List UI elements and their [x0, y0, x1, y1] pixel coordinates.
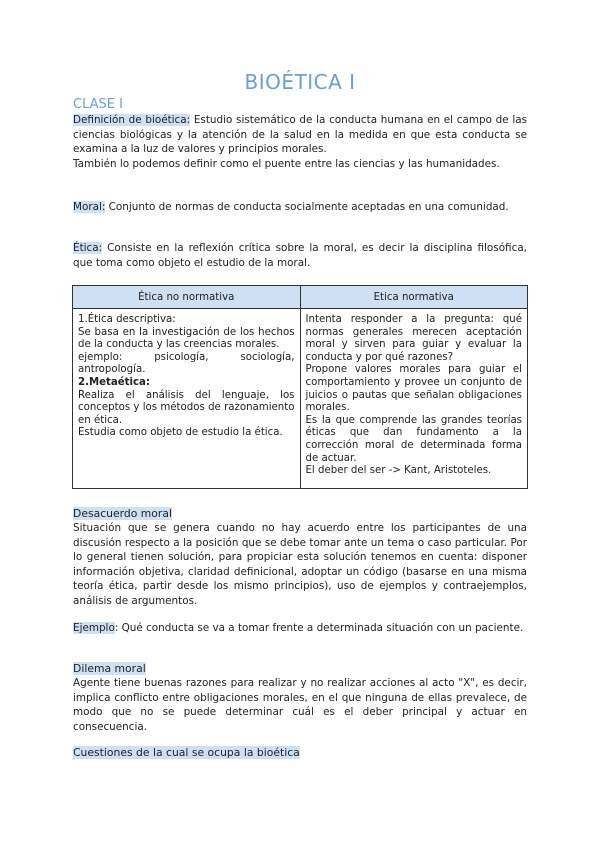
- cell-text: El deber del ser -> Kant, Aristoteles.: [305, 465, 492, 477]
- desacuerdo-heading-text: Desacuerdo moral: [73, 507, 172, 520]
- ejemplo-term: Ejemplo: [73, 622, 115, 634]
- cell-text: Se basa en la investigación de los hechos de la conducta y las creencias morales.: [78, 326, 295, 351]
- table-header-no-normativa: Ética no normativa: [73, 286, 301, 309]
- moral-paragraph: [73, 200, 527, 215]
- desacuerdo-heading: [73, 507, 172, 522]
- cell-text: ejemplo: psicología, sociología, antropología.: [78, 351, 295, 376]
- etica-term: Ética:: [73, 242, 103, 254]
- etica-table: [72, 285, 528, 489]
- cell-text: Realiza el análisis del lenguaje, los conceptos y los métodos de razonamiento en ética.: [78, 389, 295, 426]
- page-title: BIOÉTICA I: [244, 70, 356, 94]
- table-row: [73, 309, 528, 489]
- cell-heading-descriptiva: 1.Ética descriptiva:: [78, 314, 176, 325]
- dilema-heading-text: Dilema moral: [73, 662, 146, 675]
- definicion-term: Definición de bioética:: [73, 114, 191, 126]
- cell-text: Propone valores morales para guiar el comportamiento y provee un conjunto de juicios o pautas que señalan obligaciones morales.: [305, 364, 522, 414]
- ejemplo-text: : Qué conducta se va a tomar frente a determinada situación con un paciente.: [114, 622, 524, 634]
- etica-text: Consiste en la reflexión crítica sobre la moral, es decir la disciplina filosófica, que toma como objeto el estudio de la moral.: [73, 242, 527, 269]
- cell-text: Estudia como objeto de estudio la ética.: [78, 427, 283, 439]
- table-header-normativa: Etica normativa: [300, 286, 528, 309]
- table-cell-no-normativa: [73, 309, 301, 489]
- cuestiones-heading-text: Cuestiones de la cual se ocupa la bioética: [73, 746, 300, 759]
- cell-text: Es la que comprende las grandes teorías éticas que dan fundamento a la corrección moral de determinada forma de actuar.: [305, 414, 522, 464]
- table-header-row: [73, 286, 528, 309]
- moral-text: Conjunto de normas de conducta socialmente aceptadas en una comunidad.: [105, 201, 509, 213]
- table-cell-normativa: [300, 309, 528, 489]
- definicion-text: Estudio sistemático de la conducta humana en el campo de las ciencias biológicas y la atención de la salud en la medida en que esta conducta se examina a la luz de valores y principios morales.: [73, 114, 527, 156]
- dilema-heading: [73, 662, 146, 677]
- section-label-clase: CLASE I: [73, 97, 123, 112]
- cuestiones-heading: [73, 746, 300, 761]
- etica-paragraph: [73, 241, 527, 270]
- ejemplo-paragraph: [73, 621, 527, 636]
- moral-term: Moral:: [73, 201, 106, 213]
- cell-heading-metaetica: 2.Metaética:: [78, 376, 151, 388]
- cell-text: Intenta responder a la pregunta: qué normas generales merecen aceptación moral y sirven para guiar y evaluar la conducta y por qué razones?: [305, 314, 522, 363]
- definicion-paragraph: [73, 113, 527, 171]
- dilema-paragraph: Agente tiene buenas razones para realizar y no realizar acciones al acto "X", es decir, implica conflicto entre obligaciones morales, en el que ninguna de ellas prevalece, de modo que no se puede determinar cuál es el deber principal y actuar en consecuencia.: [73, 677, 527, 733]
- definicion-text-2: También lo podemos definir como el puente entre las ciencias y las humanidades.: [73, 157, 500, 170]
- desacuerdo-paragraph: Situación que se genera cuando no hay acuerdo entre los participantes de una discusión respecto a la posición que se debe tomar ante un tema o caso particular. Por lo general tienen solución, para propiciar esta solución tenemos en cuenta: disponer información objetiva, claridad definicional, adoptar un código (basarse en una misma teoría ética, partir desde los mismo principios), uso de ejemplos y contraejemplos, análisis de argumentos.: [73, 522, 527, 607]
